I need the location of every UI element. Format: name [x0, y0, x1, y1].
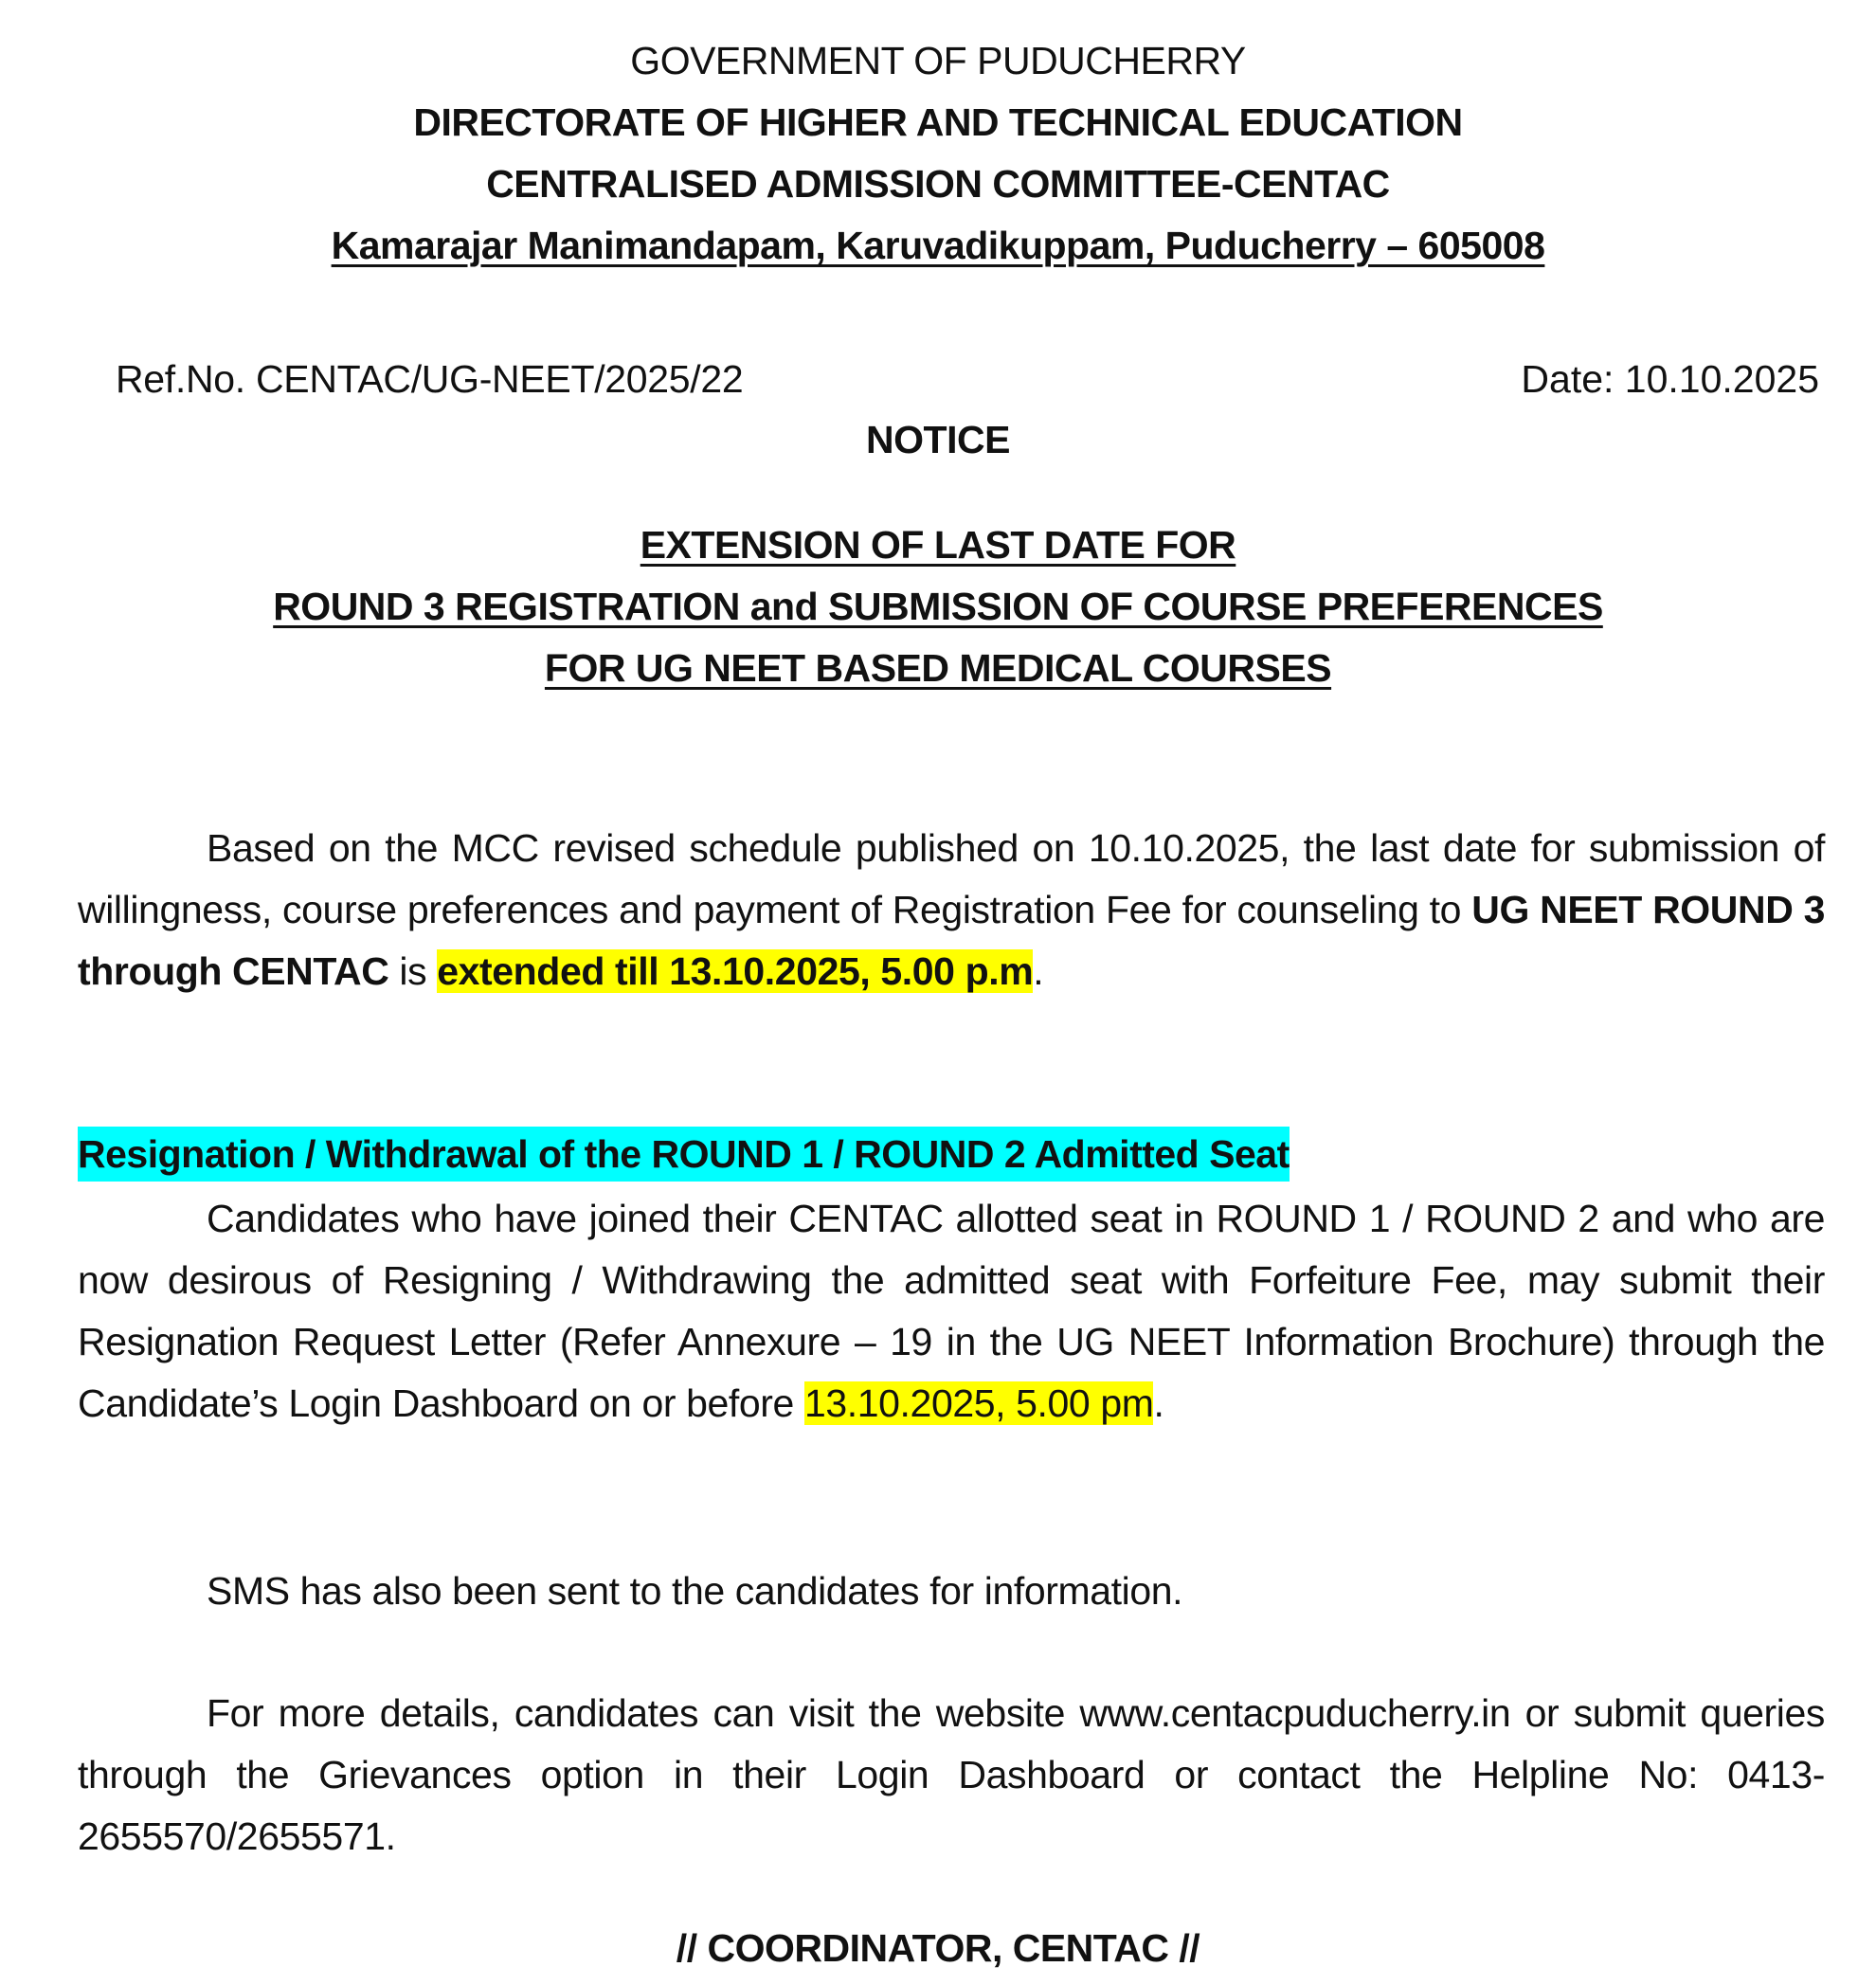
- paragraph-extension-connector: is: [388, 949, 438, 993]
- resignation-deadline-highlight: 13.10.2025, 5.00 pm: [803, 1381, 1154, 1425]
- subject-line-3-text: FOR UG NEET BASED MEDICAL COURSES: [544, 646, 1332, 690]
- paragraph-contact: [78, 1683, 1825, 1868]
- subject-line-1-text: EXTENSION OF LAST DATE FOR: [640, 523, 1236, 567]
- paragraph-resignation-text: Candidates who have joined their CENTAC allotted seat in ROUND 1 / ROUND 2 and who are now desirous of Resigning / Withdrawing the admitted seat with Forfeiture Fee, may submit their Resignation Request Letter (Refer Annexure – 19 in the UG NEET Information Brochure) through the Candidate’s Login Dashboard on or before: [78, 1197, 1825, 1425]
- subject-line-2: [0, 580, 1876, 633]
- paragraph-sms: [78, 1561, 1825, 1622]
- paragraph-extension-text: Based on the MCC revised schedule published on 10.10.2025, the last date for submission of willingness, course preferences and payment of Registration Fee for counseling to: [78, 826, 1825, 931]
- resignation-heading: [78, 1124, 1290, 1184]
- header-committee: CENTRALISED ADMISSION COMMITTEE-CENTAC: [486, 162, 1390, 206]
- subject-line-2-text: ROUND 3 REGISTRATION and SUBMISSION OF COURSE PREFERENCES: [273, 585, 1603, 628]
- subject-line-1: [0, 518, 1876, 571]
- reference-number: Ref.No. CENTAC/UG-NEET/2025/22: [116, 357, 744, 401]
- paragraph-extension-bold: UG NEET ROUND 3 through CENTAC: [78, 888, 1825, 993]
- extended-deadline-highlight: extended till 13.10.2025, 5.00 p.m: [437, 949, 1034, 993]
- paragraph-sms-text: SMS has also been sent to the candidates for information.: [207, 1569, 1183, 1613]
- header-address: [0, 219, 1876, 272]
- signature-coordinator: // COORDINATOR, CENTAC //: [676, 1926, 1200, 1970]
- paragraph-extension: [78, 818, 1825, 1002]
- notice-label: NOTICE: [866, 418, 1010, 461]
- resignation-heading-text: Resignation / Withdrawal of the ROUND 1 / ROUND 2 Admitted Seat: [78, 1127, 1290, 1182]
- paragraph-resignation-end: .: [1153, 1381, 1164, 1425]
- header-government: GOVERNMENT OF PUDUCHERRY: [630, 39, 1246, 82]
- paragraph-resignation: [78, 1188, 1825, 1435]
- header-address-text: Kamarajar Manimandapam, Karuvadikuppam, Puducherry – 605008: [331, 224, 1545, 267]
- subject-line-3: [0, 641, 1876, 695]
- paragraph-contact-text: For more details, candidates can visit the website www.centacpuducherry.in or submit queries through the Grievances option in their Login Dashboard or contact the Helpline No: 0413-2655570/2655571.: [78, 1691, 1825, 1858]
- notice-date: Date: 10.10.2025: [1521, 357, 1819, 401]
- paragraph-extension-end: .: [1033, 949, 1044, 993]
- header-directorate: DIRECTORATE OF HIGHER AND TECHNICAL EDUCATION: [413, 100, 1463, 144]
